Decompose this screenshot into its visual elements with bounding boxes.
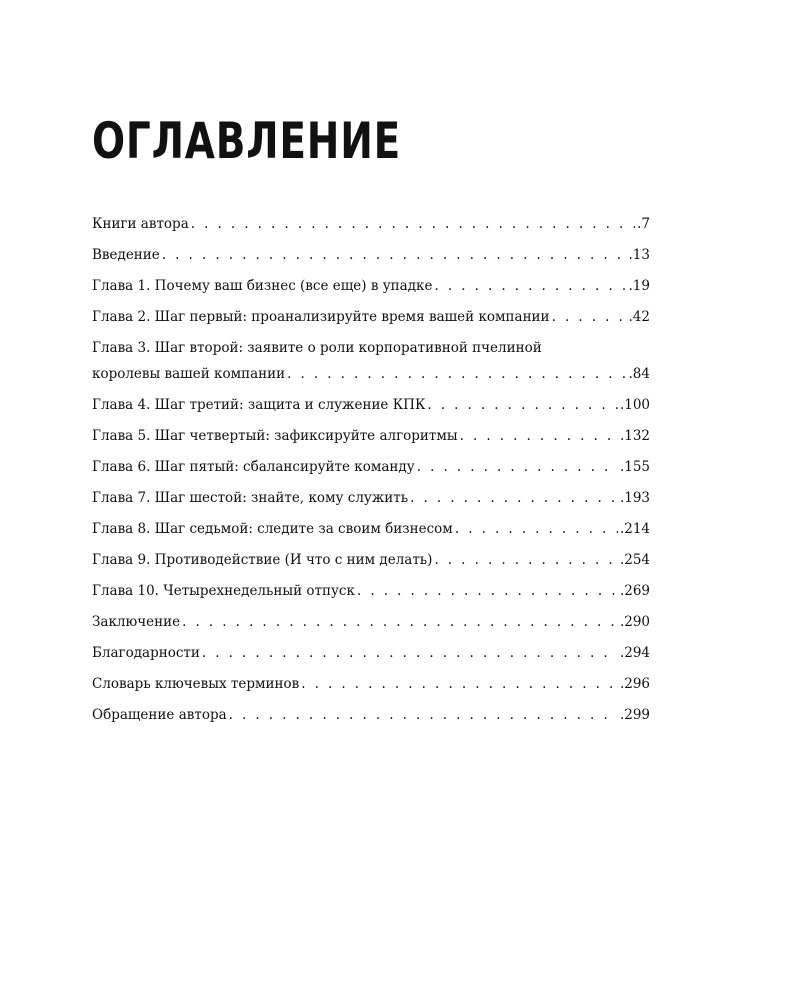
toc-entry[interactable] (92, 426, 650, 446)
toc-entry-page: .290 (619, 614, 650, 630)
toc-entry[interactable] (92, 674, 650, 694)
toc-entry-label-line2: королевы вашей компании (92, 366, 286, 382)
toc-entry-label: Введение (92, 247, 160, 263)
toc-entry-page: .214 (619, 521, 650, 537)
toc-entry-page: .84 (628, 366, 650, 382)
toc-entry[interactable] (92, 550, 650, 570)
toc-leader-dots (552, 307, 627, 327)
toc-entry-label: Глава 2. Шаг первый: проанализируйте время вашей компании (92, 309, 550, 325)
toc-entry-page: .132 (619, 428, 650, 444)
toc-entry[interactable] (92, 519, 650, 539)
toc-leader-dots (229, 705, 618, 725)
toc-entry[interactable] (92, 307, 650, 327)
toc-entry-page: .294 (619, 645, 650, 661)
toc-entry-page: .19 (628, 278, 650, 294)
toc-leader-dots (287, 364, 626, 384)
toc-entry[interactable] (92, 612, 650, 632)
toc-entry[interactable] (92, 276, 650, 296)
toc-entry-page: .296 (619, 676, 650, 692)
toc-entry-label: Глава 9. Противодействие (И что с ним делать) (92, 552, 433, 568)
toc-entry-page: .193 (619, 490, 650, 506)
toc-leader-dots (182, 612, 618, 632)
toc-entry[interactable] (92, 338, 650, 384)
toc-entry-page: .254 (619, 552, 650, 568)
toc-entry[interactable] (92, 705, 650, 725)
table-of-contents (92, 214, 650, 736)
toc-entry-label: Глава 6. Шаг пятый: сбалансируйте команду (92, 459, 415, 475)
page-title: ОГЛАВЛЕНИЕ (92, 112, 402, 170)
toc-leader-dots (455, 519, 618, 539)
toc-entry-label: Глава 7. Шаг шестой: знайте, кому служить (92, 490, 409, 506)
toc-entry-page: .7 (637, 216, 650, 232)
toc-entry[interactable] (92, 245, 650, 265)
toc-leader-dots (202, 643, 618, 663)
toc-entry-label: Книги автора (92, 216, 189, 232)
toc-entry[interactable] (92, 214, 650, 234)
toc-leader-dots (434, 276, 626, 296)
toc-leader-dots (162, 245, 627, 265)
toc-entry-label: Благодарности (92, 645, 200, 661)
toc-leader-dots (301, 674, 618, 694)
toc-entry[interactable] (92, 395, 650, 415)
toc-leader-dots (434, 550, 618, 570)
toc-leader-dots (460, 426, 618, 446)
toc-entry-label: Глава 1. Почему ваш бизнес (все еще) в упадке (92, 278, 433, 294)
toc-leader-dots (191, 214, 635, 234)
toc-entry-page: .269 (619, 583, 650, 599)
toc-leader-dots (427, 395, 618, 415)
toc-entry-page: .155 (619, 459, 650, 475)
toc-leader-dots (410, 488, 618, 508)
toc-entry-page: .100 (619, 397, 650, 413)
toc-entry-page: .42 (628, 309, 650, 325)
toc-entry-label-line1: Глава 3. Шаг второй: заявите о роли корпоративной пчелиной (92, 340, 542, 356)
toc-entry-page: .13 (628, 247, 650, 263)
toc-leader-dots (357, 581, 618, 601)
toc-entry-label: Глава 5. Шаг четвертый: зафиксируйте алгоритмы (92, 428, 458, 444)
toc-entry[interactable] (92, 581, 650, 601)
toc-entry-label: Глава 8. Шаг седьмой: следите за своим бизнесом (92, 521, 453, 537)
toc-entry-label: Заключение (92, 614, 181, 630)
toc-entry-label: Словарь ключевых терминов (92, 676, 300, 692)
toc-entry-label: Глава 10. Четырехнедельный отпуск (92, 583, 355, 599)
toc-entry-label: Обращение автора (92, 707, 227, 723)
toc-entry-page: .299 (619, 707, 650, 723)
toc-entry[interactable] (92, 488, 650, 508)
toc-entry[interactable] (92, 457, 650, 477)
toc-entry[interactable] (92, 643, 650, 663)
toc-entry-label: Глава 4. Шаг третий: защита и служение КПК (92, 397, 426, 413)
toc-leader-dots (417, 457, 618, 477)
